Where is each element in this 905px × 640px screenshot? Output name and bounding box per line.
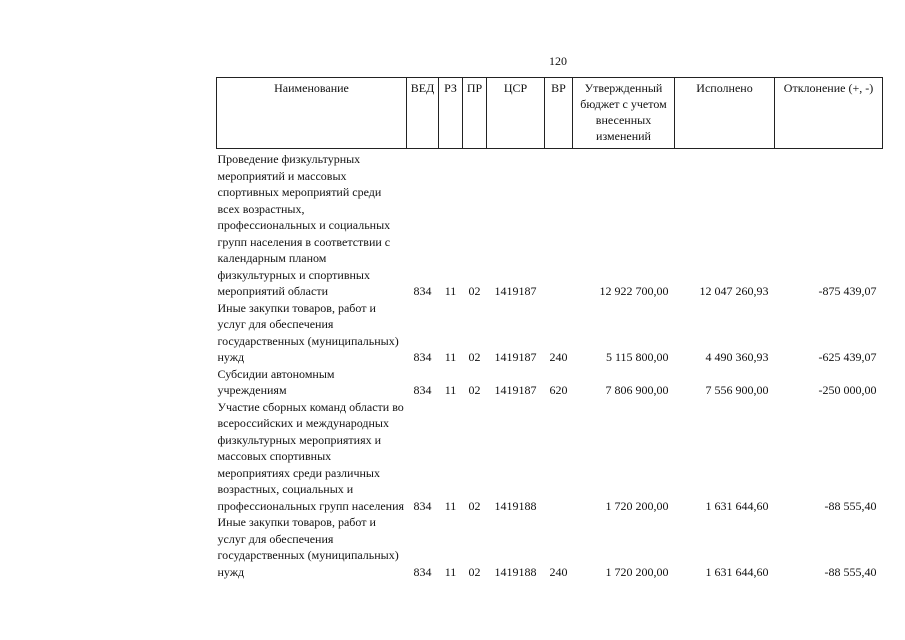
- table-row: [217, 300, 883, 366]
- row-name: Субсидии автономным учреждениям: [217, 366, 335, 397]
- row-vr: 240: [549, 350, 568, 364]
- header-approved: Утвержденный бюджет с учетом внесенных изменений: [573, 78, 675, 149]
- table-body: [217, 149, 883, 581]
- row-name: Участие сборных команд области во всероссийских и международных физкультурных мероприятиях и массовых спортивных мероприятиях среди различных возрастных, социальных и профессиональных групп населения: [217, 399, 405, 513]
- row-csr: 1419187: [494, 350, 537, 364]
- row-executed: 7 556 900,00: [705, 383, 769, 397]
- row-name: Проведение физкультурных мероприятий и массовых спортивных мероприятий среди всех возрастных, профессиональных и социальных групп населения в соответствии с календарным планом физкультурных и спортивных мероприятий области: [217, 152, 391, 298]
- row-vr: [545, 151, 573, 300]
- row-pr: 02: [468, 350, 481, 364]
- row-deviation: -88 555,40: [824, 564, 877, 579]
- row-csr: 1419188: [494, 498, 537, 513]
- row-csr: 1419188: [494, 564, 537, 579]
- row-ved: 834: [413, 564, 432, 579]
- row-ved: 834: [413, 284, 432, 298]
- row-pr: 02: [468, 284, 481, 298]
- row-vr: 240: [549, 564, 568, 579]
- row-executed: 4 490 360,93: [705, 350, 769, 364]
- row-rz: 11: [444, 498, 457, 513]
- table-row: [217, 399, 883, 515]
- row-executed: 12 047 260,93: [699, 284, 769, 298]
- header-csr: ЦСР: [487, 78, 545, 149]
- row-csr: 1419187: [494, 284, 537, 298]
- row-rz: 11: [444, 564, 457, 579]
- row-deviation: -250 000,00: [818, 383, 877, 397]
- row-executed: 1 631 644,60: [705, 498, 769, 513]
- table-row: [217, 366, 883, 399]
- row-ved: 834: [413, 498, 432, 513]
- row-approved: 7 806 900,00: [605, 383, 669, 397]
- budget-execution-table: [216, 77, 883, 580]
- row-vr: 620: [549, 383, 568, 397]
- header-deviation: Отклонение (+, -): [775, 78, 883, 149]
- row-ved: 834: [413, 383, 432, 397]
- row-approved: 1 720 200,00: [605, 498, 669, 513]
- row-deviation: -625 439,07: [818, 350, 877, 364]
- row-rz: 11: [444, 350, 457, 364]
- table-row: [217, 514, 883, 580]
- row-rz: 11: [444, 383, 457, 397]
- row-executed: 1 631 644,60: [705, 564, 769, 579]
- header-pr: ПР: [463, 78, 487, 149]
- row-approved: 12 922 700,00: [599, 284, 669, 298]
- header-rz: РЗ: [439, 78, 463, 149]
- row-ved: 834: [413, 350, 432, 364]
- row-approved: 1 720 200,00: [605, 564, 669, 579]
- row-vr: [545, 399, 573, 515]
- row-name: Иные закупки товаров, работ и услуг для обеспечения государственных (муниципальных) нужд: [217, 300, 399, 364]
- header-vr: ВР: [545, 78, 573, 149]
- row-rz: 11: [444, 284, 457, 298]
- header-ved: ВЕД: [407, 78, 439, 149]
- header-executed: Исполнено: [675, 78, 775, 149]
- page-number: 120: [549, 54, 567, 68]
- table-header: [217, 78, 883, 149]
- row-name: Иные закупки товаров, работ и услуг для обеспечения государственных (муниципальных) нужд: [217, 515, 399, 579]
- header-name: Наименование: [217, 78, 407, 149]
- row-deviation: -88 555,40: [824, 498, 877, 513]
- row-pr: 02: [468, 383, 481, 397]
- row-pr: 02: [468, 498, 481, 513]
- row-deviation: -875 439,07: [818, 284, 877, 298]
- row-approved: 5 115 800,00: [605, 350, 669, 364]
- row-pr: 02: [468, 564, 481, 579]
- row-csr: 1419187: [494, 383, 537, 397]
- table-row: [217, 151, 883, 300]
